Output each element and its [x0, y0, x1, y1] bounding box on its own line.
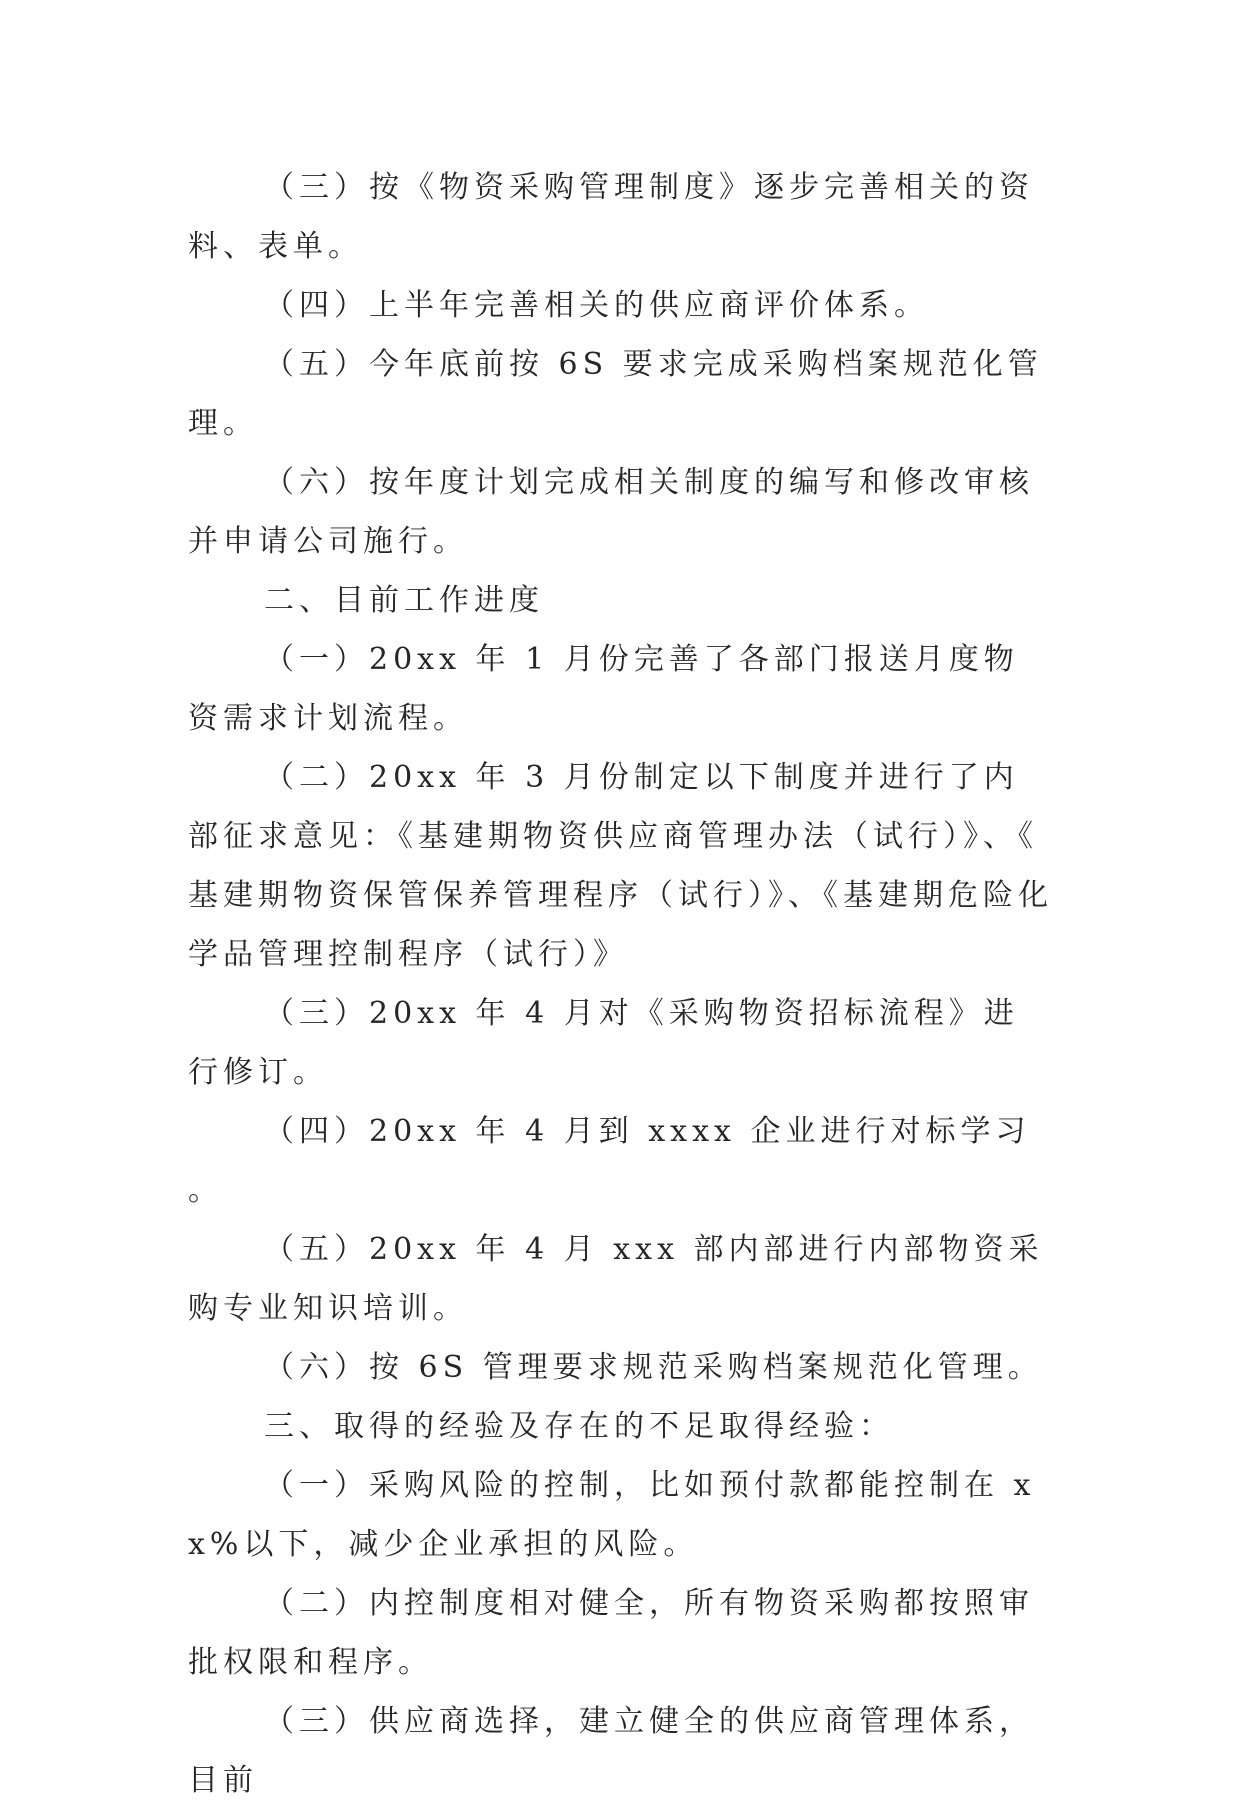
paragraph: （一）20xx 年 1 月份完善了各部门报送月度物资需求计划流程。 — [188, 642, 1019, 736]
section-heading: 三、取得的经验及存在的不足取得经验： — [264, 1409, 894, 1444]
paragraph: （二）内控制度相对健全，所有物资采购都按照审批权限和程序。 — [188, 1586, 1034, 1680]
paragraph: （一）采购风险的控制，比如预付款都能控制在 xx%以下，减少企业承担的风险。 — [188, 1468, 1036, 1562]
paragraph: （四）上半年完善相关的供应商评价体系。 — [264, 288, 929, 323]
section-heading: 二、目前工作进度 — [264, 583, 544, 618]
paragraph: （三）供应商选择，建立健全的供应商管理体系，目前 — [188, 1704, 1034, 1798]
paragraph: （六）按年度计划完成相关制度的编写和修改审核并申请公司施行。 — [188, 465, 1034, 559]
paragraph: （六）按 6S 管理要求规范采购档案规范化管理。 — [264, 1350, 1043, 1385]
paragraph: （四）20xx 年 4 月到 xxxx 企业进行对标学习。 — [188, 1114, 1031, 1208]
document-body — [188, 158, 1053, 1810]
paragraph: （五）20xx 年 4 月 xxx 部内部进行内部物资采购专业知识培训。 — [188, 1232, 1044, 1326]
paragraph: （二）20xx 年 3 月份制定以下制度并进行了内部征求意见：《基建期物资供应商管理办法（试行）》、《基建期物资保管保养管理程序（试行）》、《基建期危险化学品管理控制程序（试行）》 — [188, 760, 1053, 972]
paragraph: （三）20xx 年 4 月对《采购物资招标流程》进行修订。 — [188, 996, 1019, 1090]
paragraph: （三）按《物资采购管理制度》逐步完善相关的资料、表单。 — [188, 170, 1034, 264]
paragraph: （五）今年底前按 6S 要求完成采购档案规范化管理。 — [188, 347, 1043, 441]
